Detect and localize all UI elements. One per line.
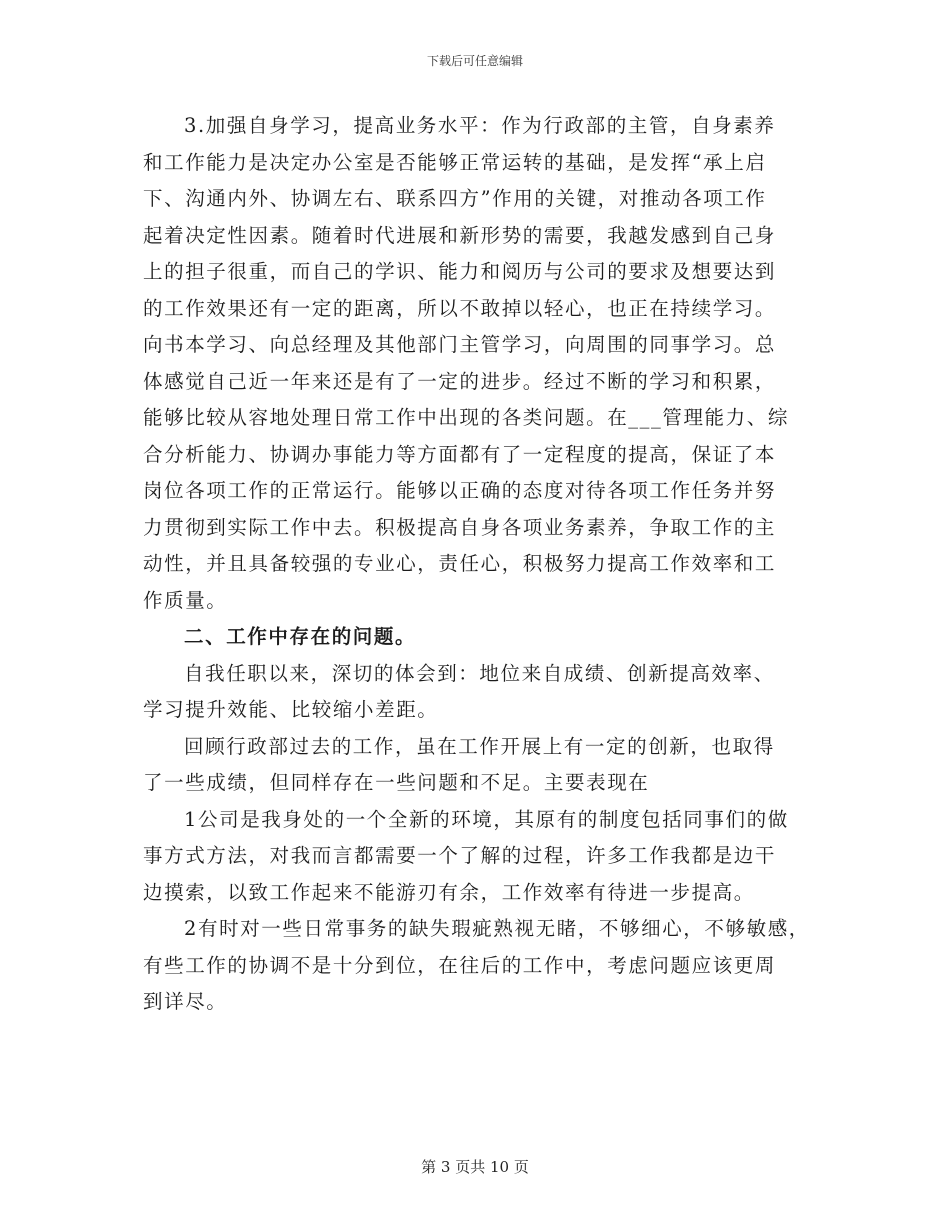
page-header: 下载后可任意编辑 [426,54,523,68]
body-text-line: 体感觉自己近一年来还是有了一定的进步。经过不断的学习和积累， [143,369,777,393]
body-text-line: 上的担子很重，而自己的学识、能力和阅历与公司的要求及想要达到 [143,260,777,283]
body-text-line: 力贯彻到实际工作中去。积极提高自身各项业务素养，争取工作的主 [143,515,777,539]
body-text-line: 下、沟通内外、协调左右、联系四方”作用的关键，对推动各项工作 [143,187,767,210]
body-text-line: 自我任职以来，深切的体会到：地位来自成绩、创新提高效率、 [184,661,775,685]
body-text-line: 有些工作的协调不是十分到位，在往后的工作中，考虑问题应该更周 [143,953,777,977]
body-text-line: 学习提升效能、比较缩小差距。 [143,698,439,721]
body-text-line: 和工作能力是决定办公室是否能够正常运转的基础，是发挥“承上启 [143,150,767,174]
body-text-line: 事方式方法，对我而言都需要一个了解的过程，许多工作我都是边干 [143,844,777,867]
document-body [143,108,823,1021]
body-text-line: 边摸索，以致工作起来不能游刃有余，工作效率有待进一步提高。 [143,880,755,904]
section-heading: 二、工作中存在的问题。 [184,625,417,648]
body-text-line: 3.加强自身学习，提高业务水平：作为行政部的主管，自身素养 [184,114,776,137]
body-text-line: 到详尽。 [143,990,228,1013]
body-text-line: 能够比较从容地处理日常工作中出现的各类问题。在___管理能力、综 [143,406,789,429]
body-text-line: 回顾行政部过去的工作，虽在工作开展上有一定的创新，也取得 [184,734,775,758]
body-text-line: 的工作效果还有一定的距离，所以不敢掉以轻心，也正在持续学习。 [143,296,777,320]
body-text-line: 作质量。 [143,588,228,612]
body-text-line: 1公司是我身处的一个全新的环境，其原有的制度包括同事们的做 [184,807,789,831]
body-text-line: 2有时对一些日常事务的缺失瑕疵熟视无睹，不够细心，不够敏感， [184,917,810,940]
body-text-line: 向书本学习、向总经理及其他部门主管学习，向周围的同事学习。总 [143,333,777,356]
body-text-line: 动性，并且具备较强的专业心，责任心，积极努力提高工作效率和工 [143,552,777,575]
body-text-line: 了一些成绩，但同样存在一些问题和不足。主要表现在 [143,771,650,794]
body-text-line: 起着决定性因素。随着时代进展和新形势的需要，我越发感到自己身 [143,223,777,247]
body-text-line: 岗位各项工作的正常运行。能够以正确的态度对待各项工作任务并努 [143,479,777,502]
body-text-line: 合分析能力、协调办事能力等方面都有了一定程度的提高，保证了本 [143,442,777,466]
page-footer: 第 3 页共 10 页 [421,1158,529,1176]
